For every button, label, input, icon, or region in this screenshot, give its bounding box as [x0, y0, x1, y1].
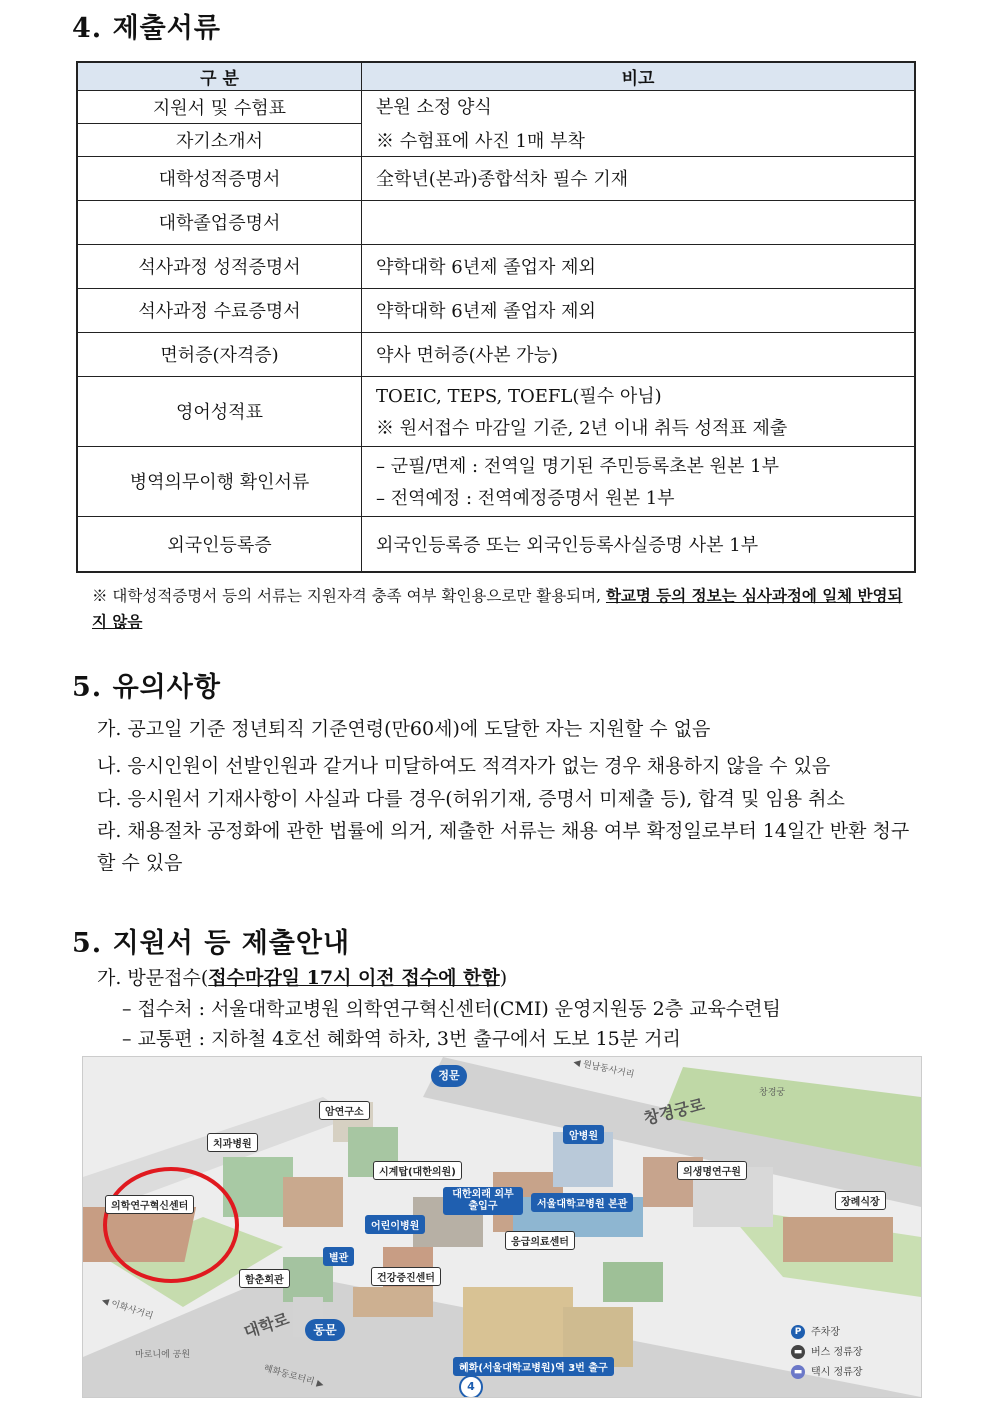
list-item: 나. 응시인원이 선발인원과 같거나 미달하여도 적격자가 없는 경우 채용하지 않을 수 있음	[97, 755, 831, 777]
doc-note-line: ※ 원서접수 마감일 기준, 2년 이내 취득 성적표 제출	[376, 418, 788, 439]
map-label-annex: 별관	[323, 1247, 354, 1266]
map-label-hamchun-hall: 함춘회관	[239, 1269, 290, 1288]
doc-name: 외국인등록증	[77, 516, 362, 572]
map-label-cancer-hospital: 암병원	[563, 1125, 604, 1144]
bus-icon: ▬	[791, 1345, 805, 1359]
road-changgyeonggung-ro: 창경궁로	[641, 1094, 707, 1129]
doc-note: 全학년(본과)종합석차 필수 기재	[362, 156, 916, 200]
footnote-emphasis: 학교명 등의 정보는 심사과정에 일체 반영되지 않음	[92, 586, 903, 631]
table-row	[77, 244, 915, 288]
map-label-daehan-entrance: 대한외래 외부출입구	[443, 1187, 523, 1215]
doc-name: 석사과정 수료증명서	[77, 288, 362, 332]
map-label-marronnier-park: 마로니에 공원	[135, 1350, 191, 1360]
list-item: 다. 응시원서 기재사항이 사실과 다를 경우(허위기재, 증명서 미제출 등), 합격 및 임용 취소	[97, 788, 845, 810]
doc-name: 지원서 및 수험표	[77, 90, 362, 123]
table-row	[77, 200, 915, 244]
legend-bus-label: 버스 정류장	[811, 1347, 863, 1358]
doc-note: 약학대학 6년제 졸업자 제외	[362, 288, 916, 332]
section5-notes-title: 5. 유의사항	[72, 672, 221, 703]
doc-note: 약사 면허증(사본 가능)	[362, 332, 916, 376]
map-label-hyehwa-station-exit: 혜화(서울대학교병원)역 3번 출구	[453, 1357, 614, 1376]
legend-taxi-label: 택시 정류장	[811, 1367, 863, 1378]
map-label-biomedical-institute: 의생명연구원	[677, 1161, 747, 1180]
doc-note	[362, 200, 916, 244]
visit-prefix: 가. 방문접수(	[97, 967, 209, 989]
visit-submission	[97, 963, 507, 990]
road-daehak-ro: 대학로	[241, 1309, 292, 1342]
table-header-remarks: 비고	[362, 62, 916, 90]
doc-note	[362, 446, 916, 516]
table-footnote	[92, 583, 917, 635]
map-label-hyehwa-rotary: 혜화동로터리 ▶	[262, 1363, 325, 1391]
doc-name: 병역의무이행 확인서류	[77, 446, 362, 516]
map-label-wonnam-intersection: ◀ 원남동사거리	[572, 1057, 636, 1081]
doc-note-line: – 군필/면제 : 전역일 명기된 주민등록초본 원본 1부	[376, 456, 780, 477]
doc-note-line: – 전역예정 : 전역예정증명서 원본 1부	[376, 488, 675, 509]
list-item: 가. 공고일 기준 정년퇴직 기준연령(만60세)에 도달한 자는 지원할 수 없음	[97, 718, 711, 740]
table-row	[77, 90, 915, 123]
map-label-childrens-hospital: 어린이병원	[365, 1215, 425, 1234]
submission-place: – 접수처 : 서울대학교병원 의학연구혁신센터(CMI) 운영지원동 2층 교육수련팀	[122, 998, 781, 1020]
visit-suffix: )	[499, 967, 508, 989]
section4-title: 4. 제출서류	[72, 13, 221, 44]
map-label-main-building: 서울대학교병원 본관	[531, 1193, 633, 1212]
doc-note	[362, 90, 916, 156]
map-label-ihwa-intersection: ◀ 이화사거리	[100, 1295, 155, 1322]
parking-icon: P	[791, 1325, 805, 1339]
doc-note-line: ※ 수험표에 사진 1매 부착	[376, 131, 585, 152]
doc-note	[362, 376, 916, 446]
doc-note-line: TOEIC, TEPS, TOEFL(필수 아님)	[376, 386, 662, 407]
doc-name: 대학졸업증명서	[77, 200, 362, 244]
visit-deadline: 접수마감일 17시 이전 접수에 한함	[208, 967, 500, 989]
documents-table	[76, 61, 916, 573]
doc-note: 외국인등록증 또는 외국인등록사실증명 사본 1부	[362, 516, 916, 572]
transit-info: – 교통편 : 지하철 4호선 혜화역 하차, 3번 출구에서 도보 15분 거리	[122, 1028, 681, 1050]
map-label-emergency-center: 응급의료센터	[505, 1231, 575, 1250]
east-gate-marker: 동문	[305, 1319, 345, 1341]
table-row	[77, 332, 915, 376]
map-label-changgyeonggung: 창경궁	[759, 1088, 786, 1098]
subway-line-icon: 4	[459, 1375, 483, 1398]
table-header-category: 구 분	[77, 62, 362, 90]
table-row	[77, 516, 915, 572]
legend-parking-label: 주차장	[811, 1327, 840, 1338]
doc-name: 석사과정 성적증명서	[77, 244, 362, 288]
doc-name: 면허증(자격증)	[77, 332, 362, 376]
map-label-cmi: 의학연구혁신센터	[105, 1195, 194, 1214]
doc-name: 대학성적증명서	[77, 156, 362, 200]
doc-note-line: 본원 소정 양식	[376, 97, 492, 118]
doc-name: 자기소개서	[77, 123, 362, 156]
taxi-icon: ▬	[791, 1365, 805, 1379]
main-gate-marker: 정문	[431, 1065, 467, 1087]
map-label-dental-hospital: 치과병원	[207, 1133, 258, 1152]
table-row	[77, 156, 915, 200]
list-item: 라. 채용절차 공정화에 관한 법률에 의거, 제출한 서류는 채용 여부 확정일로부터 14일간 반환 청구할 수 있음	[97, 820, 910, 874]
table-row	[77, 446, 915, 516]
map-label-funeral-hall: 장례식장	[835, 1191, 886, 1210]
legend-taxi	[791, 1363, 862, 1379]
doc-name: 영어성적표	[77, 376, 362, 446]
legend-parking	[791, 1323, 840, 1339]
footnote-text: ※ 대학성적증명서 등의 서류는 지원자격 충족 여부 확인용으로만 활용되며,	[92, 587, 606, 605]
map-label-cancer-institute: 암연구소	[319, 1101, 370, 1120]
section5-submission-title: 5. 지원서 등 제출안내	[72, 928, 351, 959]
doc-note: 약학대학 6년제 졸업자 제외	[362, 244, 916, 288]
map-label-clock-tower: 시계탑(대한의원)	[373, 1161, 462, 1180]
table-row	[77, 288, 915, 332]
legend-bus	[791, 1343, 862, 1359]
campus-map	[82, 1056, 922, 1398]
table-row	[77, 376, 915, 446]
map-label-health-center: 건강증진센터	[371, 1267, 441, 1286]
